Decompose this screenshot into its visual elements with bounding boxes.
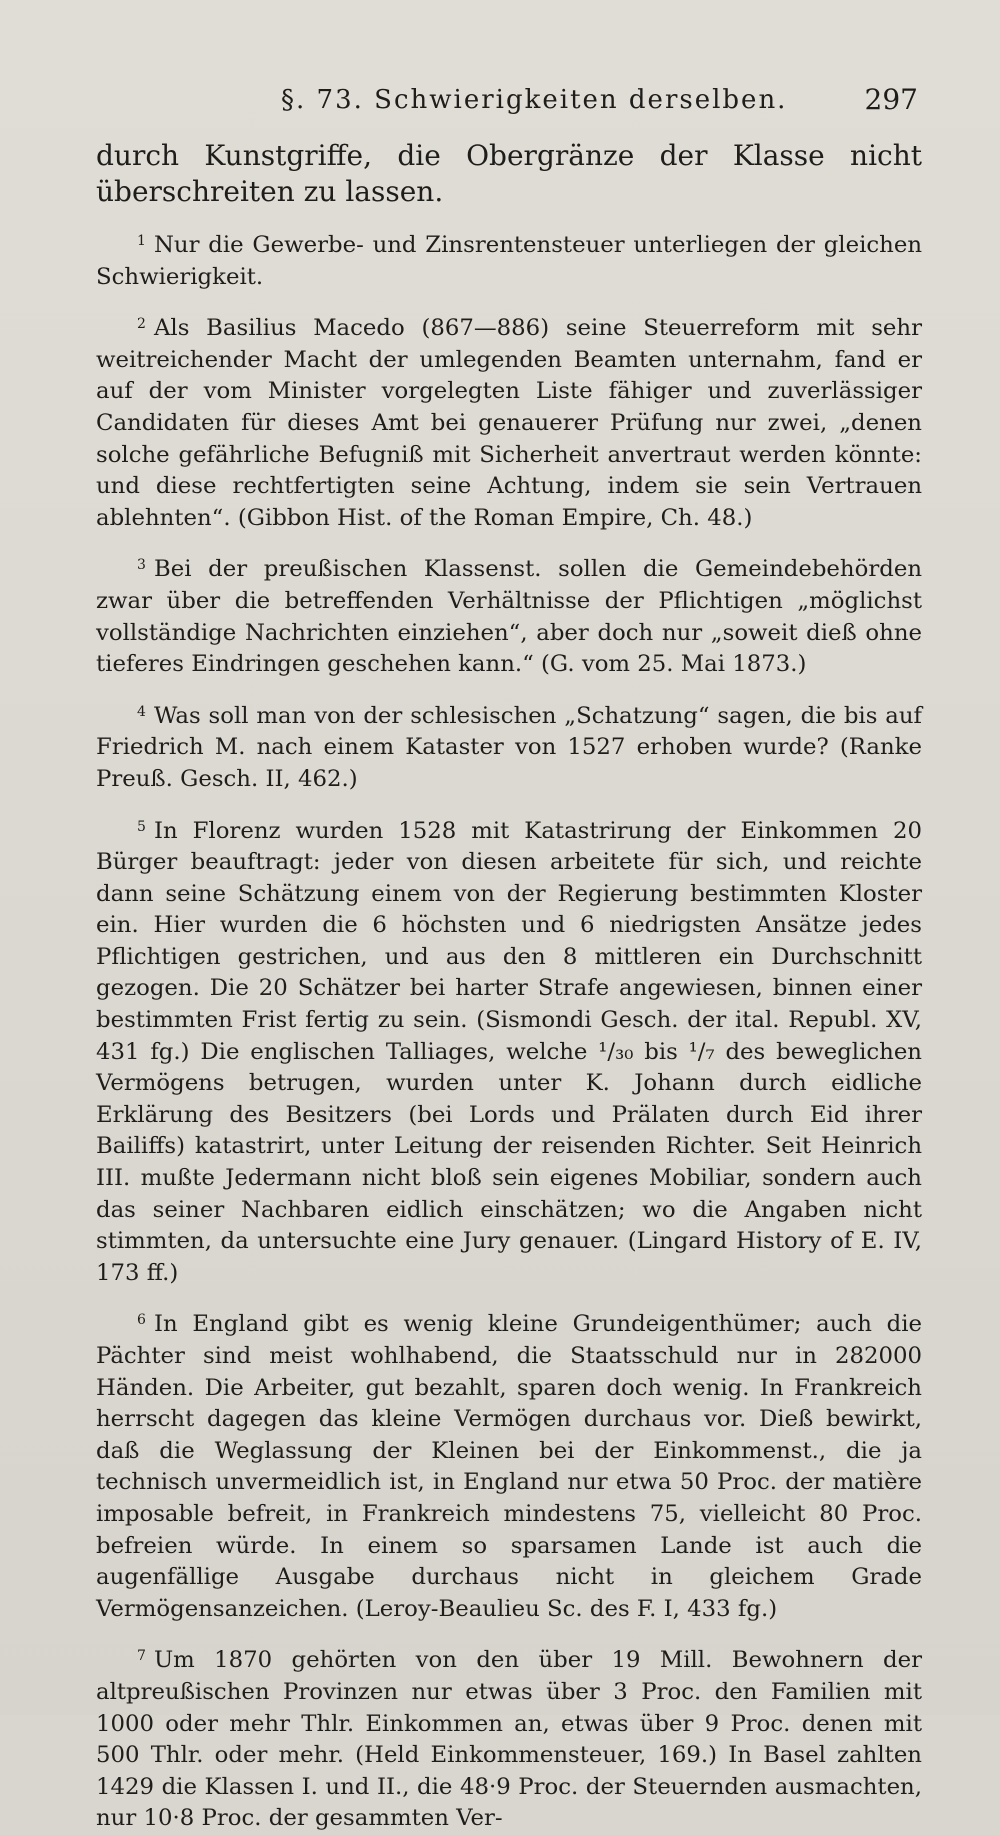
page-number: 297 <box>864 83 918 116</box>
footnote-6-text: In England gibt es wenig kleine Grundeigenthümer; auch die Pächter sind meist wohlhabend, die Staatsschuld nur in 282000 Händen. Die Arbeiter, gut bezahlt, sparen doch wenig. In Frankreich herrscht dagegen das kleine Vermögen durchaus vor. Dieß bewirkt, daß die Weglassung der Kleinen bei der Einkommenst., die ja technisch unvermeidlich ist, in England nur etwa 50 Proc. der matière imposable befreit, in Frankreich mindestens 75, vielleicht 80 Proc. befreien würde. In einem so sparsamen Lande ist auch die augenfällige Ausgabe durchaus nicht in gleichem Grade Vermögensanzeichen. (Leroy-Beaulieu Sc. des F. I, 433 fg.) <box>96 1311 922 1622</box>
main-text-paragraph: durch Kunstgriffe, die Obergränze der Klasse nicht überschreiten zu lassen. <box>96 139 922 208</box>
footnote-4 <box>96 697 922 796</box>
footnote-7-mark: 7 <box>137 1648 146 1665</box>
footnote-5-text: In Florenz wurden 1528 mit Katastrirung der Einkommen 20 Bürger beauftragt: jeder von diesen arbeitete für sich, und reichte dann seine Schätzung einem von der Regierung bestimmten Kloster ein. Hier wurden die 6 höchsten und 6 niedrigsten Ansätze jedes Pflichtigen gestrichen, und aus den 8 mittleren ein Durchschnitt gezogen. Die 20 Schätzer bei harter Strafe angewiesen, binnen einer bestimmten Frist fertig zu sein. (Sismondi Gesch. der ital. Republ. XV, 431 fg.) Die englischen Talliages, welche ¹/₃₀ bis ¹/₇ des beweglichen Vermögens betrugen, wurden unter K. Johann durch eidliche Erklärung des Besitzers (bei Lords und Prälaten durch Eid ihrer Bailiffs) katastrirt, unter Leitung der reisenden Richter. Seit Heinrich III. mußte Jedermann nicht bloß sein eigenes Mobiliar, sondern auch das seiner Nachbaren eidlich einschätzen; wo die Angaben nicht stimmten, da untersuchte eine Jury genauer. (Lingard History of E. IV, 173 ff.) <box>96 817 922 1286</box>
footnote-3 <box>96 550 922 680</box>
footnote-4-mark: 4 <box>137 703 146 720</box>
page-header <box>96 80 918 120</box>
footnote-6-mark: 6 <box>137 1312 146 1329</box>
footnote-7-text: Um 1870 gehörten von den über 19 Mill. Bewohnern der altpreußischen Provinzen nur etwas über 3 Proc. den Familien mit 1000 oder mehr Thlr. Einkommen an, etwas über 9 Proc. denen mit 500 Thlr. oder mehr. (Held Einkommensteuer, 169.) In Basel zahlten 1429 die Klassen I. und II., die 48·9 Proc. der Steuernden ausmachten, nur 10·8 Proc. der gesammten Ver- <box>96 1647 922 1832</box>
footnote-7 <box>96 1641 922 1835</box>
footnote-2-text: Als Basilius Macedo (867—886) seine Steuerreform mit sehr weitreichender Macht der umlegenden Beamten unternahm, fand er auf der vom Minister vorgelegten Liste fähiger und zuverlässiger Candidaten für dieses Amt bei genauerer Prüfung nur zwei, „denen solche gefährliche Befugniß mit Sicherheit anvertraut werden könnte: und diese rechtfertigten seine Achtung, indem sie sein Vertrauen ablehnten“. (Gibbon Hist. of the Roman Empire, Ch. 48.) <box>96 315 922 531</box>
running-head: §. 73. Schwierigkeiten derselben. <box>281 85 788 115</box>
footnote-5 <box>96 812 922 1290</box>
footnote-1-text: Nur die Gewerbe- und Zinsrentensteuer unterliegen der gleichen Schwierigkeit. <box>96 232 922 290</box>
footnote-2 <box>96 309 922 534</box>
footnote-2-mark: 2 <box>137 316 146 333</box>
body-text <box>96 138 922 1835</box>
footnote-1 <box>96 226 922 293</box>
footnote-5-mark: 5 <box>137 818 146 835</box>
footnote-3-text: Bei der preußischen Klassenst. sollen die Gemeindebehörden zwar über die betreffenden Verhältnisse der Pflichtigen „möglichst vollständige Nachrichten einziehen“, aber doch nur „soweit dieß ohne tieferes Eindringen geschehen kann.“ (G. vom 25. Mai 1873.) <box>96 556 922 678</box>
footnote-3-mark: 3 <box>137 557 146 574</box>
footnote-1-mark: 1 <box>137 233 146 249</box>
footnote-4-text: Was soll man von der schlesischen „Schatzung“ sagen, die bis auf Friedrich M. nach einem Kataster von 1527 erhoben wurde? (Ranke Preuß. Gesch. II, 462.) <box>96 702 922 792</box>
footnote-6 <box>96 1305 922 1625</box>
